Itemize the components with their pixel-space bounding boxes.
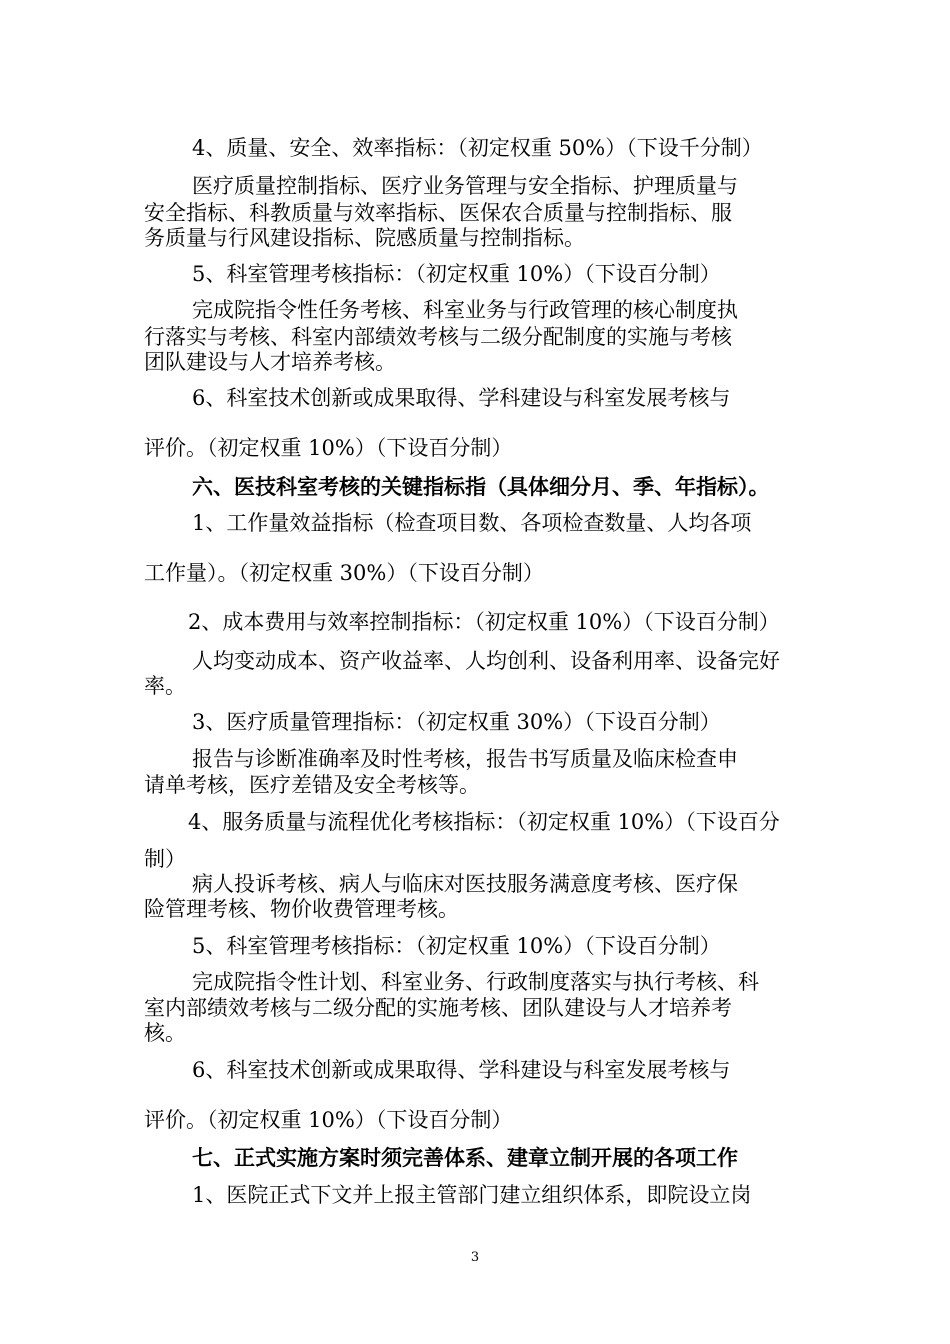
paragraph-line: 室内部绩效考核与二级分配的实施考核、团队建设与人才培养考 bbox=[144, 996, 732, 1020]
paragraph-line: 评价。（初定权重 10%）（下设百分制） bbox=[144, 436, 513, 460]
paragraph-line: 医疗质量控制指标、医疗业务管理与安全指标、护理质量与 bbox=[192, 174, 738, 198]
paragraph-line: 报告与诊断准确率及时性考核，报告书写质量及临床检查申 bbox=[192, 747, 738, 771]
paragraph-line: 1、医院正式下文并上报主管部门建立组织体系，即院设立岗 bbox=[192, 1183, 752, 1207]
section-heading-7: 七、正式实施方案时须完善体系、建章立制开展的各项工作 bbox=[192, 1145, 738, 1170]
indicator-heading-6: 6、科室技术创新或成果取得、学科建设与科室发展考核与 bbox=[192, 386, 731, 410]
indicator-heading-6b: 6、科室技术创新或成果取得、学科建设与科室发展考核与 bbox=[192, 1058, 731, 1082]
paragraph-line: 安全指标、科教质量与效率指标、医保农合质量与控制指标、服 bbox=[144, 201, 732, 225]
section-heading-6: 六、医技科室考核的关键指标指（具体细分月、季、年指标）。 bbox=[192, 474, 770, 499]
indicator-heading-5b: 5、科室管理考核指标：（初定权重 10%）（下设百分制） bbox=[192, 934, 721, 958]
paragraph-line: 工作量）。（初定权重 30%）（下设百分制） bbox=[144, 561, 544, 585]
paragraph-line: 制） bbox=[144, 847, 186, 871]
paragraph-line: 评价。（初定权重 10%）（下设百分制） bbox=[144, 1108, 513, 1132]
indicator-heading-3: 3、医疗质量管理指标：（初定权重 30%）（下设百分制） bbox=[192, 710, 721, 734]
paragraph-line: 团队建设与人才培养考核。 bbox=[144, 350, 396, 374]
indicator-heading-1: 1、工作量效益指标（检查项目数、各项检查数量、人均各项 bbox=[192, 511, 752, 535]
page-number: 3 bbox=[470, 1250, 480, 1265]
indicator-heading-4: 4、质量、安全、效率指标：（初定权重 50%）（下设千分制） bbox=[192, 136, 763, 160]
paragraph-line: 核。 bbox=[144, 1021, 186, 1045]
paragraph-line: 险管理考核、物价收费管理考核。 bbox=[144, 897, 459, 921]
paragraph-line: 病人投诉考核、病人与临床对医技服务满意度考核、医疗保 bbox=[192, 872, 738, 896]
paragraph-line: 人均变动成本、资产收益率、人均创利、设备利用率、设备完好 bbox=[192, 649, 780, 673]
paragraph-line: 完成院指令性任务考核、科室业务与行政管理的核心制度执 bbox=[192, 298, 738, 322]
paragraph-line: 率。 bbox=[144, 674, 186, 698]
indicator-heading-2: 2、成本费用与效率控制指标：（初定权重 10%）（下设百分制） bbox=[188, 610, 780, 634]
paragraph-line: 务质量与行风建设指标、院感质量与控制指标。 bbox=[144, 226, 585, 250]
paragraph-line: 行落实与考核、科室内部绩效考核与二级分配制度的实施与考核 bbox=[144, 325, 732, 349]
paragraph-line: 完成院指令性计划、科室业务、行政制度落实与执行考核、科 bbox=[192, 970, 759, 994]
indicator-heading-5: 5、科室管理考核指标：（初定权重 10%）（下设百分制） bbox=[192, 262, 721, 286]
indicator-heading-4b: 4、服务质量与流程优化考核指标：（初定权重 10%）（下设百分 bbox=[188, 810, 780, 834]
paragraph-line: 请单考核，医疗差错及安全考核等。 bbox=[144, 773, 480, 797]
